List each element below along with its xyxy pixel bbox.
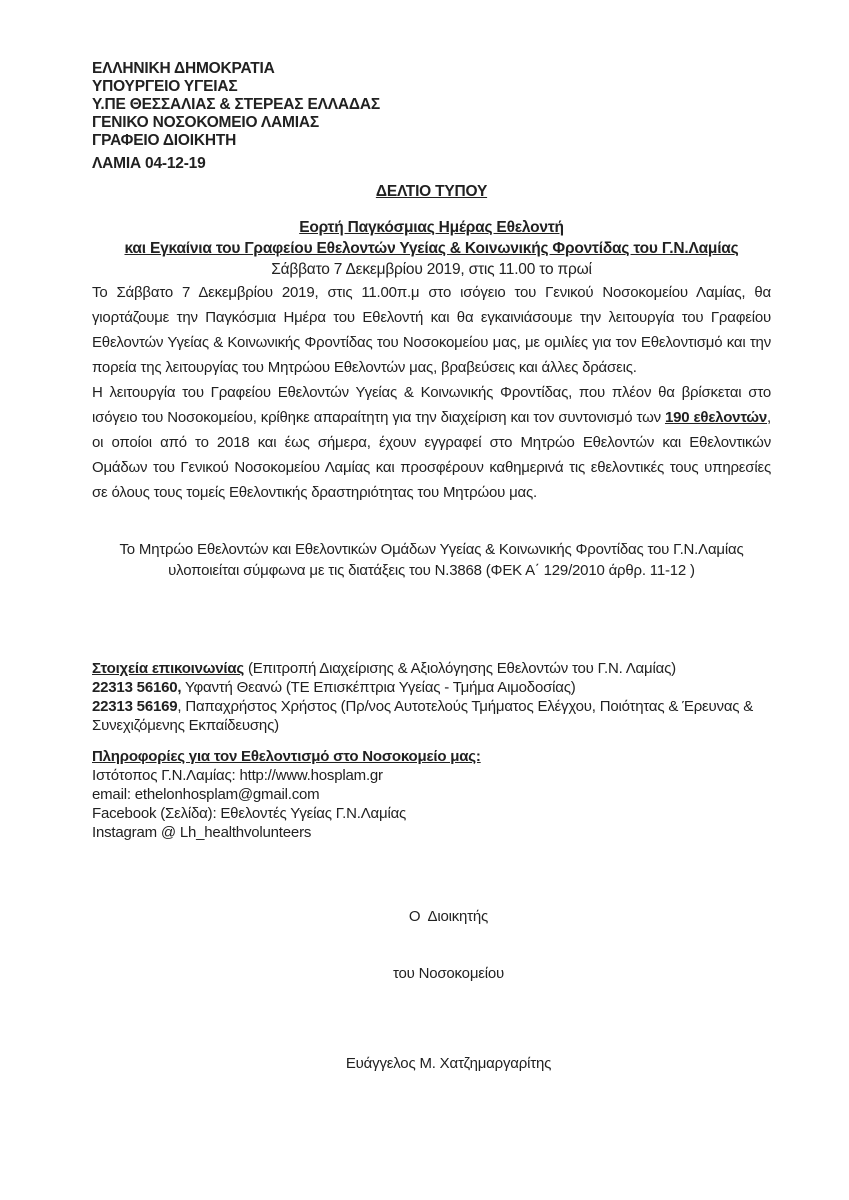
letterhead <box>92 60 771 173</box>
registry-note-line-2: υλοποιείται σύμφωνα με τις διατάξεις του Ν.3868 (ΦΕΚ Α΄ 129/2010 άρθρ. 11-12 ) <box>168 562 695 579</box>
signature-role-line-2: του Νοσοκομείου <box>392 965 505 982</box>
signature-name: Ευάγγελος Μ. Χατζημαργαρίτης <box>345 1055 552 1072</box>
subtitle-line-1: Εορτή Παγκόσμιας Ημέρας Εθελοντή <box>299 219 564 236</box>
letterhead-line-ministry: ΥΠΟΥΡΓΕΙΟ ΥΓΕΙΑΣ <box>92 78 238 95</box>
contact-heading-line <box>92 659 771 678</box>
info-instagram-line: Instagram @ Lh_healthvolunteers <box>92 824 312 841</box>
registry-note <box>92 539 771 581</box>
letterhead-line-region: Υ.ΠΕ ΘΕΣΣΑΛΙΑΣ & ΣΤΕΡΕΑΣ ΕΛΛΑΔΑΣ <box>92 96 380 113</box>
contact-phone-2-number: 22313 56169 <box>92 698 178 715</box>
contact-section <box>92 659 771 735</box>
document-title-text: ΔΕΛΤΙΟ ΤΥΠΟΥ <box>375 183 488 200</box>
subtitle-line-2: και Εγκαίνια του Γραφείου Εθελοντών Υγείας & Κοινωνικής Φροντίδας του Γ.Ν.Λαμίας <box>124 240 739 257</box>
contact-phone-1-person: Υφαντή Θεανώ (ΤΕ Επισκέπτρια Υγείας - Τμήμα Αιμοδοσίας) <box>181 679 576 696</box>
contact-phone-1 <box>92 678 771 697</box>
document-title <box>92 183 771 201</box>
paragraph-office <box>92 380 771 505</box>
info-section <box>92 747 771 842</box>
paragraph-office-text-before: Η λειτουργία του Γραφείου Εθελοντών Υγείας & Κοινωνικής Φροντίδας, που πλέον θα βρίσκεται στο ισόγειο του Νοσοκομείου, κρίθηκε απαραίτητη για την διαχείριση και τον συντονισμό των <box>92 384 771 426</box>
paragraph-event <box>92 280 771 380</box>
info-heading-line <box>92 747 771 766</box>
letterhead-line-republic: ΕΛΛΗΝΙΚΗ ΔΗΜΟΚΡΑΤΙΑ <box>92 60 275 77</box>
contact-heading: Στοιχεία επικοινωνίας <box>92 660 244 677</box>
info-email-line: email: ethelonhosplam@gmail.com <box>92 786 320 803</box>
signature-block <box>92 869 771 1111</box>
contact-heading-note: (Επιτροπή Διαχείρισης & Αξιολόγησης Εθελοντών του Γ.Ν. Λαμίας) <box>243 660 676 677</box>
contact-phone-2 <box>92 697 771 735</box>
subtitle-datetime: Σάββατο 7 Δεκεμβρίου 2019, στις 11.00 το πρωί <box>271 261 592 278</box>
contact-phone-1-number: 22313 56160, <box>92 679 182 696</box>
info-facebook-line: Facebook (Σελίδα): Εθελοντές Υγείας Γ.Ν.Λαμίας <box>92 805 407 822</box>
contact-phone-2-person: , Παπαχρήστος Χρήστος (Πρ/νος Αυτοτελούς Τμήματος Ελέγχου, Ποιότητας & Έρευνας & Συνεχιζόμενης Εκπαίδευσης) <box>92 698 754 734</box>
info-heading: Πληροφορίες για τον Εθελοντισμό στο Νοσοκομείο μας: <box>92 748 481 765</box>
volunteer-count-highlight: 190 εθελοντών <box>664 409 768 426</box>
info-website-line: Ιστότοπος Γ.Ν.Λαμίας: http://www.hosplam.gr <box>92 767 383 784</box>
letterhead-line-office: ΓΡΑΦΕΙΟ ΔΙΟΙΚΗΤΗ <box>92 132 237 149</box>
signature-role-line-1: Ο Διοικητής <box>408 908 489 925</box>
paragraph-event-text: Το Σάββατο 7 Δεκεμβρίου 2019, στις 11.00π.μ στο ισόγειο του Γενικού Νοσοκομείου Λαμίας, θα γιορτάζουμε την Παγκόσμια Ημέρα του Εθελοντή και θα εγκαινιάσουμε την λειτουργία του Γραφείου Εθελοντών Υγείας & Κοινωνικής Φροντίδας του Νοσοκομείου μας, με ομιλίες για τον Εθελοντισμό και την πορεία της λειτουργίας του Μητρώου Εθελοντών μας, βραβεύσεις και άλλες δράσεις. <box>92 284 771 376</box>
subtitle-block <box>92 217 771 280</box>
dateline: ΛΑΜΙΑ 04-12-19 <box>92 155 206 172</box>
letterhead-line-hospital: ΓΕΝΙΚΟ ΝΟΣΟΚΟΜΕΙΟ ΛΑΜΙΑΣ <box>92 114 319 131</box>
paragraph-office-text-after: , οι οποίοι από το 2018 και έως σήμερα, έχουν εγγραφεί στο Μητρώο Εθελοντών και Εθελοντικών Ομάδων του Γενικού Νοσοκομείου Λαμίας και προσφέρουν καθημερινά τις εθελοντικές τους υπηρεσίες σε όλους τους τομείς Εθελοντικής δραστηριότητας του Μητρώου μας. <box>92 409 771 501</box>
registry-note-line-1: Το Μητρώο Εθελοντών και Εθελοντικών Ομάδων Υγείας & Κοινωνικής Φροντίδας του Γ.Ν.Λαμίας <box>119 541 744 558</box>
